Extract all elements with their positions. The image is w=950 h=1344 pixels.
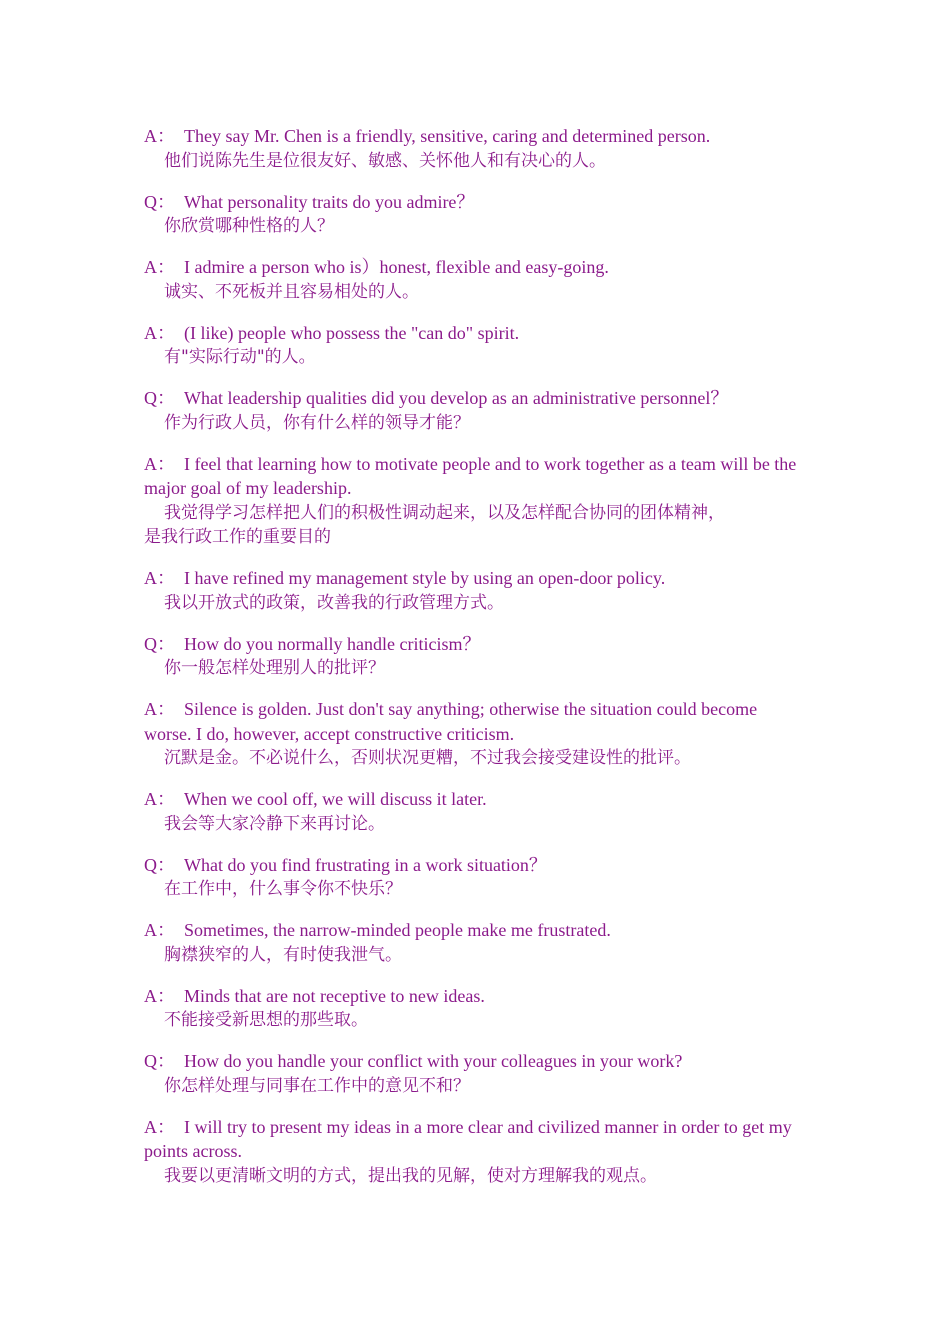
english-text: How do you handle your conflict with your colleagues in your work? [184,1051,683,1071]
english-text: I feel that learning how to motivate people and to work together as a team will be the major goal of my leadership. [144,453,797,498]
qa-item [144,190,808,239]
qa-prefix: Q： [144,854,175,875]
qa-item [144,697,808,771]
english-text: I will try to present my ideas in a more clear and civilized manner in order to get my points across. [144,1116,792,1161]
chinese-text-continued: 是我行政工作的重要目的 [144,527,331,547]
english-text: What personality traits do you admire？ [184,191,475,212]
chinese-text: 我觉得学习怎样把人们的积极性调动起来，以及怎样配合协同的团体精神， [164,502,725,523]
qa-item [144,452,808,550]
english-text: (I like) people who possess the "can do" spirit. [184,322,520,343]
chinese-text: 你欣赏哪种性格的人？ [164,216,334,236]
chinese-text: 不能接受新思想的那些取。 [164,1010,368,1030]
qa-prefix: A： [144,257,175,277]
english-text: I have refined my management style by using an open-door policy. [184,568,666,588]
english-text: Minds that are not receptive to new ideas. [184,985,485,1006]
qa-prefix: Q： [144,1051,175,1071]
english-text: Sometimes, the narrow-minded people make me frustrated. [184,920,611,940]
qa-item [144,566,808,615]
chinese-text: 有"实际行动"的人。 [164,347,316,367]
qa-item [144,321,808,370]
english-text: What do you find frustrating in a work situation？ [184,854,547,875]
qa-item [144,984,808,1033]
chinese-text: 胸襟狭窄的人，有时使我泄气。 [164,944,402,965]
chinese-text: 我以开放式的政策，改善我的行政管理方式。 [164,592,504,613]
qa-item [144,386,808,435]
english-text: Silence is golden. Just don't say anything; otherwise the situation could become worse. I do, however, accept constructive criticism. [144,699,758,744]
chinese-text: 在工作中，什么事令你不快乐？ [164,879,402,899]
qa-list [144,124,808,1205]
qa-prefix: Q： [144,633,175,654]
chinese-text: 沉默是金。不必说什么，否则状况更糟，不过我会接受建设性的批评。 [164,748,691,768]
qa-item [144,853,808,902]
qa-item [144,124,808,173]
chinese-text: 作为行政人员，你有什么样的领导才能？ [164,412,470,433]
english-text: How do you normally handle criticism？ [184,633,481,654]
qa-prefix: A： [144,985,175,1006]
qa-prefix: A： [144,1116,175,1137]
qa-item [144,1115,808,1189]
qa-item [144,918,808,967]
qa-item [144,787,808,836]
chinese-text: 诚实、不死板并且容易相处的人。 [164,281,419,302]
qa-prefix: Q： [144,388,175,408]
chinese-text: 我要以更清晰文明的方式，提出我的见解，使对方理解我的观点。 [164,1165,657,1186]
qa-prefix: A： [144,126,175,146]
qa-prefix: A： [144,789,175,809]
qa-prefix: Q： [144,191,175,212]
qa-item [144,632,808,681]
qa-prefix: A： [144,453,175,474]
qa-item [144,255,808,304]
chinese-text: 你怎样处理与同事在工作中的意见不和？ [164,1075,470,1096]
english-text: They say Mr. Chen is a friendly, sensitive, caring and determined person. [184,126,711,146]
english-text: What leadership qualities did you develop as an administrative personnel？ [184,388,729,408]
english-text: When we cool off, we will discuss it later. [184,789,487,809]
qa-prefix: A： [144,568,175,588]
english-text: I admire a person who is）honest, flexible and easy-going. [184,257,609,277]
qa-prefix: A： [144,699,175,719]
qa-prefix: A： [144,322,175,343]
qa-prefix: A： [144,920,175,940]
chinese-text: 你一般怎样处理别人的批评？ [164,658,385,678]
qa-item [144,1049,808,1098]
chinese-text: 他们说陈先生是位很友好、敏感、关怀他人和有决心的人。 [164,150,606,171]
chinese-text: 我会等大家冷静下来再讨论。 [164,813,385,834]
